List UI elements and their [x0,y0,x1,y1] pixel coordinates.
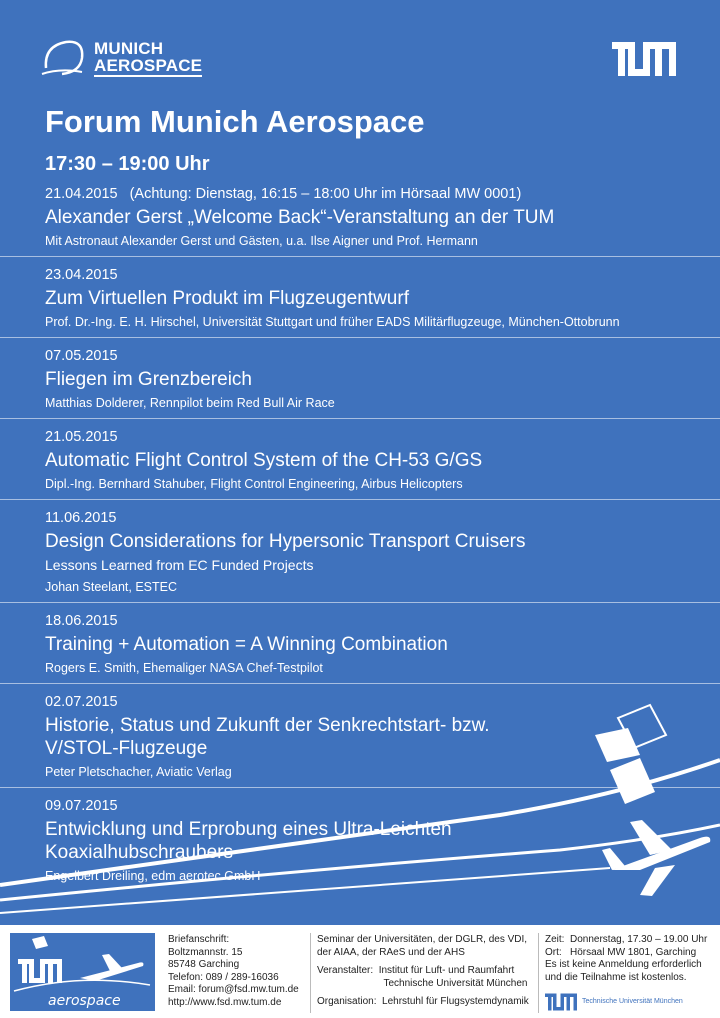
tum-aerospace-icon [10,933,155,1011]
event-item [0,265,720,338]
event-title: Entwicklung und Erprobung eines Ultra-Leichten [45,819,452,840]
event-item [0,692,720,788]
logo-line-2: AEROSPACE [94,55,203,75]
event-date-text: 02.07.2015 [45,694,118,710]
page-title: Forum Munich Aerospace [45,104,425,139]
footer-line: Es ist keine Anmeldung erforderlich [545,959,702,970]
event-speaker: Matthias Dolderer, Rennpilot beim Red Bull Air Race [45,396,335,410]
event-date-text: 07.05.2015 [45,348,118,364]
event-speaker: Dipl.-Ing. Bernhard Stahuber, Flight Control Engineering, Airbus Helicopters [45,477,463,491]
event-title: Alexander Gerst „Welcome Back“-Veranstaltung an der TUM [45,207,555,228]
event-title-cont: Koaxialhubschraubers [45,842,234,863]
footer-line: und die Teilnahme ist kostenlos. [545,971,687,983]
event-title-cont: V/STOL-Flugzeuge [45,738,208,759]
event-date [45,611,700,631]
event-title: Automatic Flight Control System of the CH-53 G/GS [45,450,483,471]
footer-line: Briefanschrift: [168,934,230,945]
event-date-text: 23.04.2015 [45,267,118,283]
munich-aerospace-logo [40,38,202,78]
footer-line: Email: forum@fsd.mw.tum.de [168,984,299,995]
footer-time-place [545,934,707,984]
event-list [0,184,720,899]
event-speaker: Prof. Dr.-Ing. E. H. Hirschel, Universität Stuttgart und früher EADS Militärflugzeuge, München-Ottobrunn [45,315,620,329]
event-time: 17:30 – 19:00 Uhr [45,153,210,175]
divider [538,933,539,1013]
event-date-text: 21.05.2015 [45,429,118,445]
footer [0,925,720,1018]
event-subtitle: Lessons Learned from EC Funded Projects [45,557,314,573]
event-speaker: Johan Steelant, ESTEC [45,580,178,594]
event-date [45,265,700,285]
event-note: (Achtung: Dienstag, 16:15 – 18:00 Uhr im Hörsaal MW 0001) [129,186,522,202]
event-date [45,427,700,447]
event-item [0,611,720,684]
event-item [0,184,720,257]
event-title: Design Considerations for Hypersonic Transport Cruisers [45,531,526,552]
tum-logo-icon [612,42,676,76]
event-title: Historie, Status und Zukunft der Senkrechtstart- bzw. [45,715,490,736]
divider [310,933,311,1013]
footer-address [168,934,299,1009]
footer-line: Technische Universität München [317,977,528,989]
footer-line: 85748 Garching [168,959,240,970]
footer-tum-aerospace-logo [10,933,155,1011]
footer-line: Seminar der Universitäten, der DGLR, des VDI, [317,934,528,945]
event-date [45,346,700,366]
event-date-text: 18.06.2015 [45,613,118,629]
footer-seminar [317,934,529,1009]
event-date [45,796,700,816]
event-speaker: Peter Pletschacher, Aviatic Verlag [45,765,232,779]
event-speaker: Mit Astronaut Alexander Gerst und Gästen, u.a. Ilse Aigner und Prof. Hermann [45,234,478,248]
footer-line: Telefon: 089 / 289-16036 [168,971,279,983]
tum-small-icon [545,993,577,1011]
footer-line: Boltzmannstr. 15 [168,946,243,958]
footer-logo-text: aerospace [48,993,121,1009]
event-item [0,427,720,500]
logo-line-1: MUNICH [94,38,164,58]
event-speaker: Rogers E. Smith, Ehemaliger NASA Chef-Testpilot [45,661,323,675]
event-date-text: 09.07.2015 [45,798,118,814]
footer-line: Organisation: Lehrstuhl für Flugsystemdynamik [317,996,529,1007]
footer-tum [545,993,683,1011]
event-title: Zum Virtuellen Produkt im Flugzeugentwurf [45,288,409,309]
event-date [45,692,700,712]
event-title: Training + Automation = A Winning Combination [45,634,448,655]
event-item [0,346,720,419]
footer-line: http://www.fsd.mw.tum.de [168,996,282,1008]
footer-line: Ort: Hörsaal MW 1801, Garching [545,946,697,958]
event-speaker: Engelbert Dreiling, edm aerotec GmbH [45,869,261,883]
swirl-icon [40,38,86,78]
event-title: Fliegen im Grenzbereich [45,369,252,390]
event-date-text: 11.06.2015 [45,510,117,526]
tum-caption: Technische Universität München [582,997,683,1005]
event-item [0,796,720,891]
footer-line: Veranstalter: Institut für Luft- und Raumfahrt [317,965,515,976]
event-date-text: 21.04.2015 [45,186,118,202]
footer-line: Zeit: Donnerstag, 17.30 – 19.00 Uhr [545,934,708,945]
event-item [0,508,720,603]
event-date [45,184,700,204]
footer-line: der AIAA, der RAeS und der AHS [317,946,465,958]
event-date [45,508,700,528]
